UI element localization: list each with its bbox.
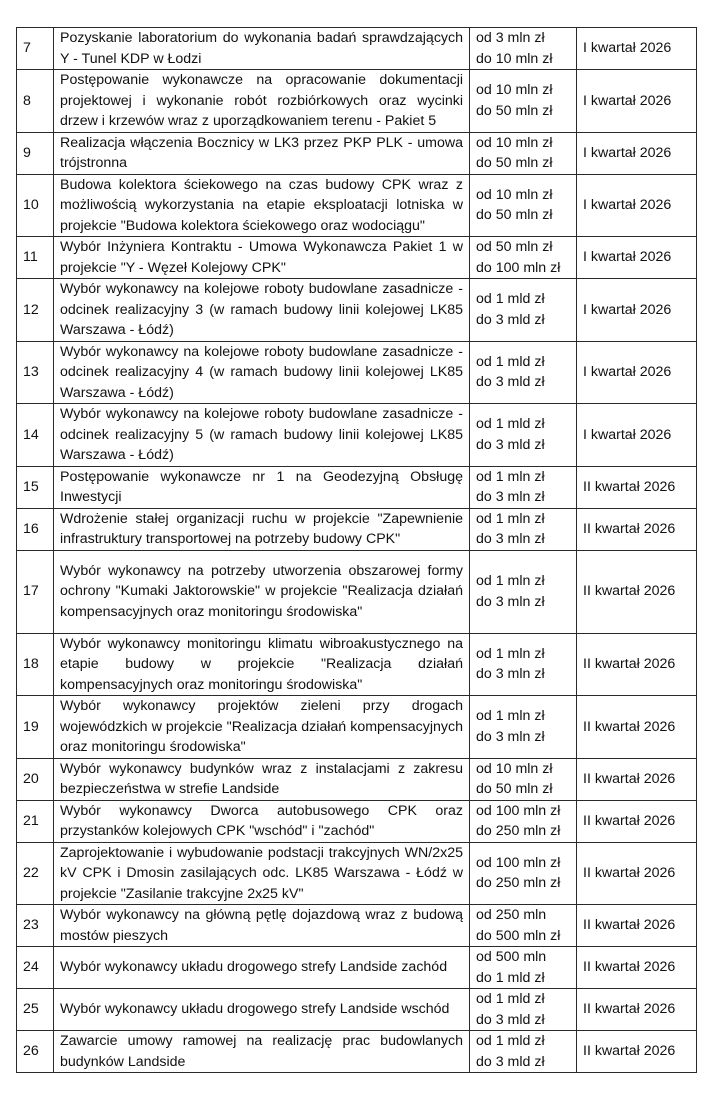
value-to: do 3 mld zł: [476, 374, 545, 391]
value-range-cell: [470, 508, 577, 550]
table-row: [17, 174, 697, 237]
row-number: 20: [23, 770, 39, 787]
quarter-cell: [577, 279, 697, 342]
row-number: 14: [23, 426, 39, 443]
procurement-description: Zawarcie umowy ramowej na realizację prac budowlanych budynków Landside: [60, 1033, 463, 1070]
quarter-cell: [577, 28, 697, 70]
planned-quarter: II kwartał 2026: [583, 478, 676, 495]
procurement-description: Wybór wykonawcy Dworca autobusowego CPK oraz przystanków kolejowych CPK "wschód" i "zachód": [60, 802, 463, 839]
description-cell: [54, 633, 470, 696]
row-number-cell: [17, 989, 54, 1031]
value-from: od 1 mln zł: [476, 510, 545, 527]
row-number: 21: [23, 812, 39, 829]
value-to: do 100 mln zł: [476, 259, 561, 276]
value-range-cell: [470, 174, 577, 237]
value-range-cell: [470, 905, 577, 947]
quarter-cell: [577, 633, 697, 696]
planned-quarter: II kwartał 2026: [583, 770, 676, 787]
value-from: od 1 mld zł: [476, 353, 545, 370]
value-to: do 3 mld zł: [476, 436, 545, 453]
quarter-cell: [577, 905, 697, 947]
planned-quarter: I kwartał 2026: [583, 92, 672, 109]
planned-quarter: II kwartał 2026: [583, 812, 676, 829]
description-cell: [54, 989, 470, 1031]
row-number-cell: [17, 279, 54, 342]
value-to: do 3 mln zł: [476, 728, 545, 745]
planned-quarter: II kwartał 2026: [583, 520, 676, 537]
procurement-schedule-table: [16, 27, 697, 1073]
row-number: 18: [23, 656, 39, 672]
procurement-description: Wybór wykonawcy układu drogowego strefy Landside zachód: [60, 959, 448, 976]
value-to: do 3 mld zł: [476, 311, 545, 328]
value-from: od 1 mld zł: [476, 291, 545, 308]
row-number: 26: [23, 1043, 39, 1060]
value-range-cell: [470, 696, 577, 759]
quarter-cell: [577, 70, 697, 133]
value-from: od 1 mld zł: [476, 1033, 545, 1049]
value-range-cell: [470, 1031, 577, 1073]
row-number-cell: [17, 70, 54, 133]
value-from: od 3 mln zł: [476, 30, 545, 46]
row-number: 7: [23, 40, 31, 57]
description-cell: [54, 800, 470, 842]
planned-quarter: II kwartał 2026: [583, 656, 676, 672]
value-from: od 1 mln zł: [476, 468, 545, 485]
row-number-cell: [17, 132, 54, 174]
value-range-cell: [470, 237, 577, 279]
table-row: [17, 341, 697, 404]
procurement-description: Wybór wykonawcy układu drogowego strefy Landside wschód: [60, 1001, 450, 1018]
planned-quarter: I kwartał 2026: [583, 249, 672, 266]
table-row: [17, 404, 697, 467]
table-row: [17, 132, 697, 174]
description-cell: [54, 174, 470, 237]
value-range-cell: [470, 404, 577, 467]
value-to: do 3 mln zł: [476, 593, 545, 610]
quarter-cell: [577, 947, 697, 989]
table-row: [17, 905, 697, 947]
procurement-description: Wybór wykonawcy monitoringu klimatu wibroakustycznego na etapie budowy w projekcie "Realizacja działań kompensacyjnych oraz monitoringu środowiska": [60, 635, 463, 693]
description-cell: [54, 28, 470, 70]
procurement-description: Wybór wykonawcy projektów zieleni przy drogach wojewódzkich w projekcie "Realizacja działań kompensacyjnych oraz monitoringu środowiska": [60, 698, 463, 755]
value-to: do 250 mln zł: [476, 875, 561, 892]
planned-quarter: II kwartał 2026: [583, 959, 676, 976]
procurement-description: Pozyskanie laboratorium do wykonania badań sprawdzających Y - Tunel KDP w Łodzi: [60, 30, 463, 67]
planned-quarter: II kwartał 2026: [583, 1001, 676, 1018]
table-row: [17, 842, 697, 905]
row-number: 22: [23, 865, 39, 881]
row-number-cell: [17, 404, 54, 467]
table-row: [17, 28, 697, 70]
table-row: [17, 466, 697, 508]
row-number: 16: [23, 520, 39, 537]
value-range-cell: [470, 800, 577, 842]
description-cell: [54, 466, 470, 508]
value-from: od 100 mln zł: [476, 854, 561, 871]
description-cell: [54, 1031, 470, 1073]
quarter-cell: [577, 550, 697, 633]
planned-quarter: I kwartał 2026: [583, 197, 672, 213]
row-number: 11: [23, 249, 38, 266]
row-number-cell: [17, 550, 54, 633]
procurement-description: Postępowanie wykonawcze na opracowanie dokumentacji projektowej i wykonanie robót rozbiórkowych oraz wycinki drzew i krzewów wraz z uporządkowaniem terenu - Pakiet 5: [60, 72, 463, 129]
row-number-cell: [17, 28, 54, 70]
value-range-cell: [470, 633, 577, 696]
quarter-cell: [577, 404, 697, 467]
value-to: do 3 mld zł: [476, 1053, 545, 1070]
planned-quarter: II kwartał 2026: [583, 1043, 676, 1060]
value-from: od 1 mld zł: [476, 991, 545, 1007]
row-number-cell: [17, 905, 54, 947]
row-number-cell: [17, 508, 54, 550]
table-row: [17, 633, 697, 696]
description-cell: [54, 70, 470, 133]
description-cell: [54, 550, 470, 633]
table-row: [17, 758, 697, 800]
quarter-cell: [577, 1031, 697, 1073]
row-number-cell: [17, 800, 54, 842]
value-range-cell: [470, 132, 577, 174]
value-to: do 50 mln zł: [476, 781, 553, 797]
value-to: do 500 mln zł: [476, 927, 561, 944]
table-row: [17, 800, 697, 842]
value-to: do 3 mln zł: [476, 489, 545, 505]
planned-quarter: II kwartał 2026: [583, 865, 676, 881]
row-number: 15: [23, 478, 39, 495]
table-row: [17, 508, 697, 550]
table-body: [17, 28, 697, 1073]
procurement-description: Wybór Inżyniera Kontraktu - Umowa Wykonawcza Pakiet 1 w projekcie "Y - Węzeł Kolejowy CPK": [60, 239, 463, 276]
row-number: 13: [23, 364, 39, 380]
quarter-cell: [577, 842, 697, 905]
table-row: [17, 237, 697, 279]
value-range-cell: [470, 758, 577, 800]
value-range-cell: [470, 28, 577, 70]
row-number-cell: [17, 174, 54, 237]
value-from: od 1 mln zł: [476, 708, 545, 725]
quarter-cell: [577, 466, 697, 508]
procurement-description: Wybór wykonawcy na kolejowe roboty budowlane zasadnicze - odcinek realizacyjny 3 (w ramach budowy linii kolejowej LK85 Warszawa - Łódź): [60, 281, 463, 338]
description-cell: [54, 905, 470, 947]
quarter-cell: [577, 132, 697, 174]
row-number-cell: [17, 842, 54, 905]
quarter-cell: [577, 341, 697, 404]
description-cell: [54, 237, 470, 279]
quarter-cell: [577, 758, 697, 800]
value-from: od 500 mln: [476, 949, 547, 965]
planned-quarter: I kwartał 2026: [583, 426, 672, 443]
procurement-description: Wybór wykonawcy na główną pętlę dojazdową wraz z budową mostów pieszych: [60, 907, 463, 944]
value-range-cell: [470, 947, 577, 989]
description-cell: [54, 279, 470, 342]
row-number: 10: [23, 197, 39, 213]
table-row: [17, 1031, 697, 1073]
description-cell: [54, 758, 470, 800]
quarter-cell: [577, 989, 697, 1031]
procurement-description: Wybór wykonawcy na kolejowe roboty budowlane zasadnicze - odcinek realizacyjny 5 (w ramach budowy linii kolejowej LK85 Warszawa - Łódź): [60, 406, 463, 463]
row-number: 17: [23, 583, 39, 600]
value-from: od 10 mln zł: [476, 186, 553, 203]
value-to: do 50 mln zł: [476, 207, 553, 224]
value-range-cell: [470, 70, 577, 133]
planned-quarter: I kwartał 2026: [583, 301, 672, 318]
planned-quarter: I kwartał 2026: [583, 364, 672, 380]
value-to: do 250 mln zł: [476, 823, 561, 839]
value-range-cell: [470, 279, 577, 342]
planned-quarter: II kwartał 2026: [583, 718, 676, 735]
planned-quarter: II kwartał 2026: [583, 917, 676, 934]
value-range-cell: [470, 550, 577, 633]
value-range-cell: [470, 989, 577, 1031]
table-row: [17, 989, 697, 1031]
value-to: do 10 mln zł: [476, 50, 553, 67]
value-to: do 3 mln zł: [476, 666, 545, 683]
table-row: [17, 550, 697, 633]
description-cell: [54, 404, 470, 467]
value-from: od 1 mln zł: [476, 645, 545, 662]
quarter-cell: [577, 508, 697, 550]
procurement-description: Wybór wykonawcy budynków wraz z instalacjami z zakresu bezpieczeństwa w strefie Landside: [60, 760, 463, 797]
row-number-cell: [17, 466, 54, 508]
procurement-description: Wybór wykonawcy na potrzeby utworzenia obszarowej formy ochrony "Kumaki Jaktorowskie" w projekcie "Realizacja działań kompensacyjnych oraz monitoringu środowiska": [60, 562, 463, 620]
value-to: do 3 mln zł: [476, 531, 545, 547]
procurement-description: Budowa kolektora ściekowego na czas budowy CPK wraz z możliwością wykorzystania na etapie eksploatacji lotniska w projekcie "Budowa kolektora ściekowego oraz wodociągu": [60, 176, 463, 234]
value-to: do 3 mld zł: [476, 1011, 545, 1028]
procurement-description: Postępowanie wykonawcze nr 1 na Geodezyjną Obsługę Inwestycji: [60, 468, 463, 505]
row-number: 19: [23, 718, 39, 735]
quarter-cell: [577, 237, 697, 279]
row-number: 12: [23, 301, 39, 318]
value-from: od 1 mld zł: [476, 416, 545, 433]
procurement-description: Zaprojektowanie i wybudowanie podstacji trakcyjnych WN/2x25 kV CPK i Dmosin zasilających odc. LK85 Warszawa - Łódź w projekcie "Zasilanie trakcyjne 2x25 kV": [60, 844, 463, 902]
procurement-description: Wdrożenie stałej organizacji ruchu w projekcie "Zapewnienie infrastruktury transportowej na potrzeby budowy CPK": [60, 510, 463, 547]
row-number-cell: [17, 341, 54, 404]
description-cell: [54, 341, 470, 404]
row-number-cell: [17, 947, 54, 989]
value-from: od 50 mln zł: [476, 239, 553, 255]
quarter-cell: [577, 696, 697, 759]
value-to: do 1 mld zł: [476, 969, 545, 986]
value-from: od 1 mln zł: [476, 573, 545, 589]
value-from: od 10 mln zł: [476, 134, 553, 151]
row-number-cell: [17, 758, 54, 800]
table-row: [17, 947, 697, 989]
row-number: 9: [23, 144, 31, 161]
value-from: od 10 mln zł: [476, 82, 553, 99]
table-row: [17, 279, 697, 342]
row-number: 23: [23, 917, 39, 934]
value-from: od 100 mln zł: [476, 802, 561, 819]
planned-quarter: I kwartał 2026: [583, 40, 672, 57]
planned-quarter: II kwartał 2026: [583, 583, 676, 600]
value-to: do 50 mln zł: [476, 155, 553, 171]
quarter-cell: [577, 174, 697, 237]
description-cell: [54, 947, 470, 989]
row-number-cell: [17, 696, 54, 759]
description-cell: [54, 132, 470, 174]
value-range-cell: [470, 466, 577, 508]
table-row: [17, 70, 697, 133]
description-cell: [54, 696, 470, 759]
procurement-description: Wybór wykonawcy na kolejowe roboty budowlane zasadnicze - odcinek realizacyjny 4 (w ramach budowy linii kolejowej LK85 Warszawa - Łódź): [60, 343, 463, 401]
value-from: od 250 mln: [476, 907, 547, 923]
row-number-cell: [17, 633, 54, 696]
value-from: od 10 mln zł: [476, 760, 553, 777]
row-number-cell: [17, 1031, 54, 1073]
procurement-description: Realizacja włączenia Bocznicy w LK3 przez PKP PLK - umowa trójstronna: [60, 134, 463, 171]
row-number-cell: [17, 237, 54, 279]
row-number: 8: [23, 92, 31, 109]
quarter-cell: [577, 800, 697, 842]
row-number: 25: [23, 1001, 39, 1018]
value-range-cell: [470, 842, 577, 905]
description-cell: [54, 842, 470, 905]
description-cell: [54, 508, 470, 550]
row-number: 24: [23, 959, 39, 976]
value-to: do 50 mln zł: [476, 102, 553, 119]
planned-quarter: I kwartał 2026: [583, 144, 672, 161]
table-row: [17, 696, 697, 759]
value-range-cell: [470, 341, 577, 404]
